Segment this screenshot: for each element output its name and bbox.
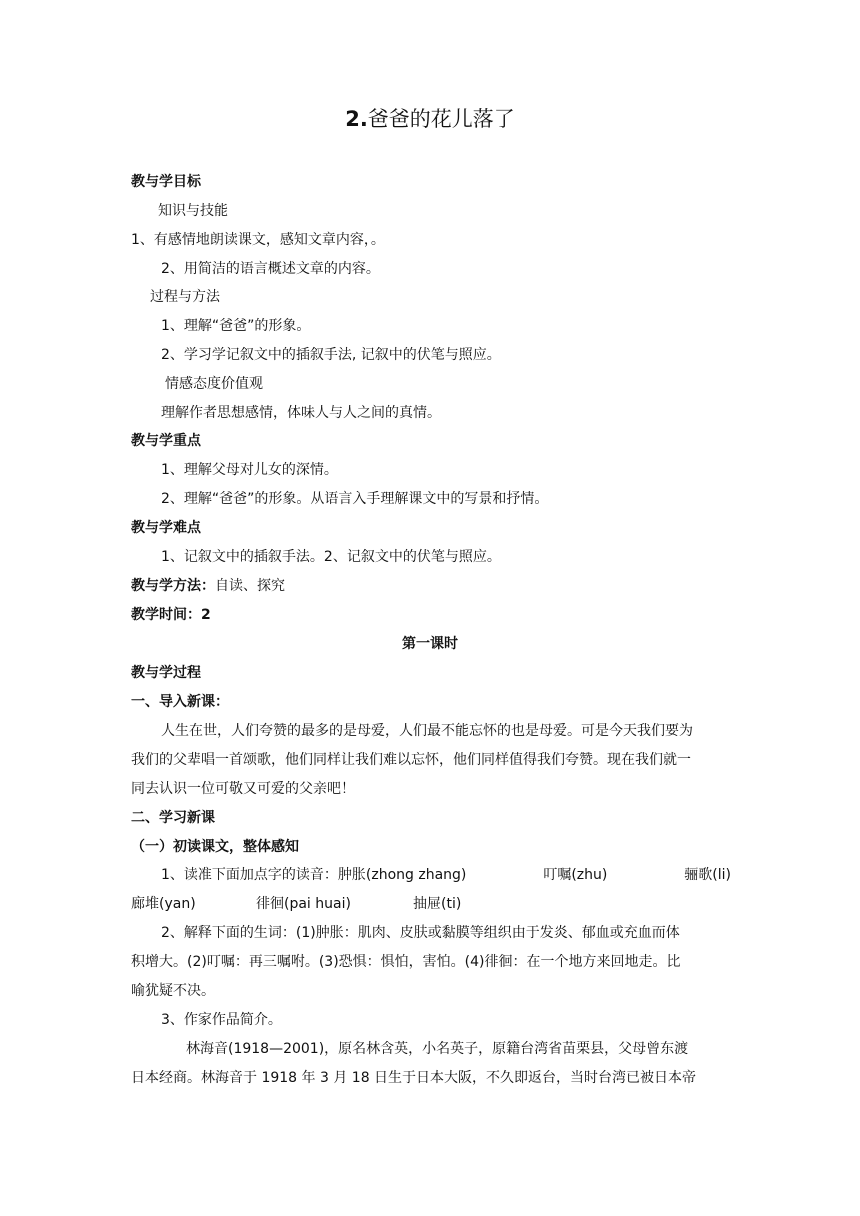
- time-label: 教学时间：: [131, 607, 201, 623]
- emotion-heading: 情感态度价值观: [165, 376, 263, 392]
- title-text: 爸爸的花儿落了: [367, 107, 515, 131]
- methods-value: 自读、探究: [215, 578, 285, 594]
- pronunciation-line-1: [161, 865, 731, 885]
- difficulty-items: 1、记叙文中的插叙手法。2、记叙文中的伏笔与照应。: [161, 549, 501, 565]
- intro-paragraph-line-2: 我们的父辈唱一首颂歌，他们同样让我们难以忘怀，他们同样值得我们夸赞。现在我们就一: [131, 752, 691, 768]
- document-title: [0, 104, 860, 134]
- pronunciation-item-2: 叮嘱(zhu): [543, 867, 608, 883]
- process-method-item-1: 1、理解“爸爸”的形象。: [161, 318, 311, 334]
- pronunciation-item-3: 骊歌(li): [684, 867, 731, 883]
- difficulties-heading: 教与学难点: [131, 520, 201, 536]
- pronunciation-item-6: 抽屉(ti): [413, 896, 462, 912]
- new-lesson-heading: 二、学习新课: [131, 810, 215, 826]
- time-value: 2: [201, 607, 211, 623]
- knowledge-item-1: 1、有感情地朗读课文，感知文章内容，。: [131, 232, 385, 248]
- pronunciation-item-1: 1、读准下面加点字的读音：肿胀(zhong zhang): [161, 867, 467, 883]
- methods-line: [131, 576, 731, 596]
- key-point-1: 1、理解父母对儿女的深情。: [161, 462, 338, 478]
- intro-paragraph-line-1: 人生在世，人们夸赞的最多的是母爱，人们最不能忘怀的也是母爱。可是今天我们要为: [161, 723, 693, 739]
- pronunciation-line-2: [131, 894, 731, 914]
- pronunciation-item-5: 徘徊(pai huai): [256, 896, 351, 912]
- emotion-item-1: 理解作者思想感情，体味人与人之间的真情。: [161, 405, 441, 421]
- intro-heading: 一、导入新课：: [131, 694, 229, 710]
- knowledge-heading: 知识与技能: [158, 203, 228, 219]
- methods-label: 教与学方法：: [131, 578, 215, 594]
- pronunciation-item-4: 廊堆(yan): [131, 896, 196, 912]
- key-point-2: 2、理解“爸爸”的形象。从语言入手理解课文中的写景和抒情。: [161, 491, 549, 507]
- title-number: 2.: [345, 107, 368, 131]
- author-line-1: 林海音(1918—2001)，原名林含英，小名英子，原籍台湾省苗栗县，父母曾东渡: [186, 1041, 689, 1057]
- vocabulary-line-3: 喻犹疑不决。: [131, 983, 215, 999]
- knowledge-item-2: 2、用简洁的语言概述文章的内容。: [161, 261, 380, 277]
- vocabulary-line-2: 积增大。(2)叮嘱：再三嘱咐。(3)恐惧：惧怕，害怕。(4)徘徊：在一个地方来回地走。比: [131, 954, 681, 970]
- time-line: [131, 605, 731, 625]
- author-line-2: 日本经商。林海音于 1918 年 3 月 18 日生于日本大阪，不久即返台，当时台湾已被日本帝: [131, 1070, 697, 1086]
- objectives-heading: 教与学目标: [131, 174, 201, 190]
- vocabulary-line-1: 2、解释下面的生词：(1)肿胀：肌肉、皮肤或黏膜等组织由于发炎、郁血或充血而体: [161, 925, 680, 941]
- lesson-title: 第一课时: [402, 636, 458, 652]
- process-method-heading: 过程与方法: [150, 289, 220, 305]
- process-heading: 教与学过程: [131, 665, 201, 681]
- first-reading-heading: （一）初读课文，整体感知: [131, 839, 299, 855]
- process-method-item-2: 2、学习学记叙文中的插叙手法, 记叙中的伏笔与照应。: [161, 347, 501, 363]
- intro-paragraph-line-3: 同去认识一位可敬又可爱的父亲吧！: [131, 781, 355, 797]
- author-heading: 3、作家作品简介。: [161, 1012, 282, 1028]
- key-points-heading: 教与学重点: [131, 433, 201, 449]
